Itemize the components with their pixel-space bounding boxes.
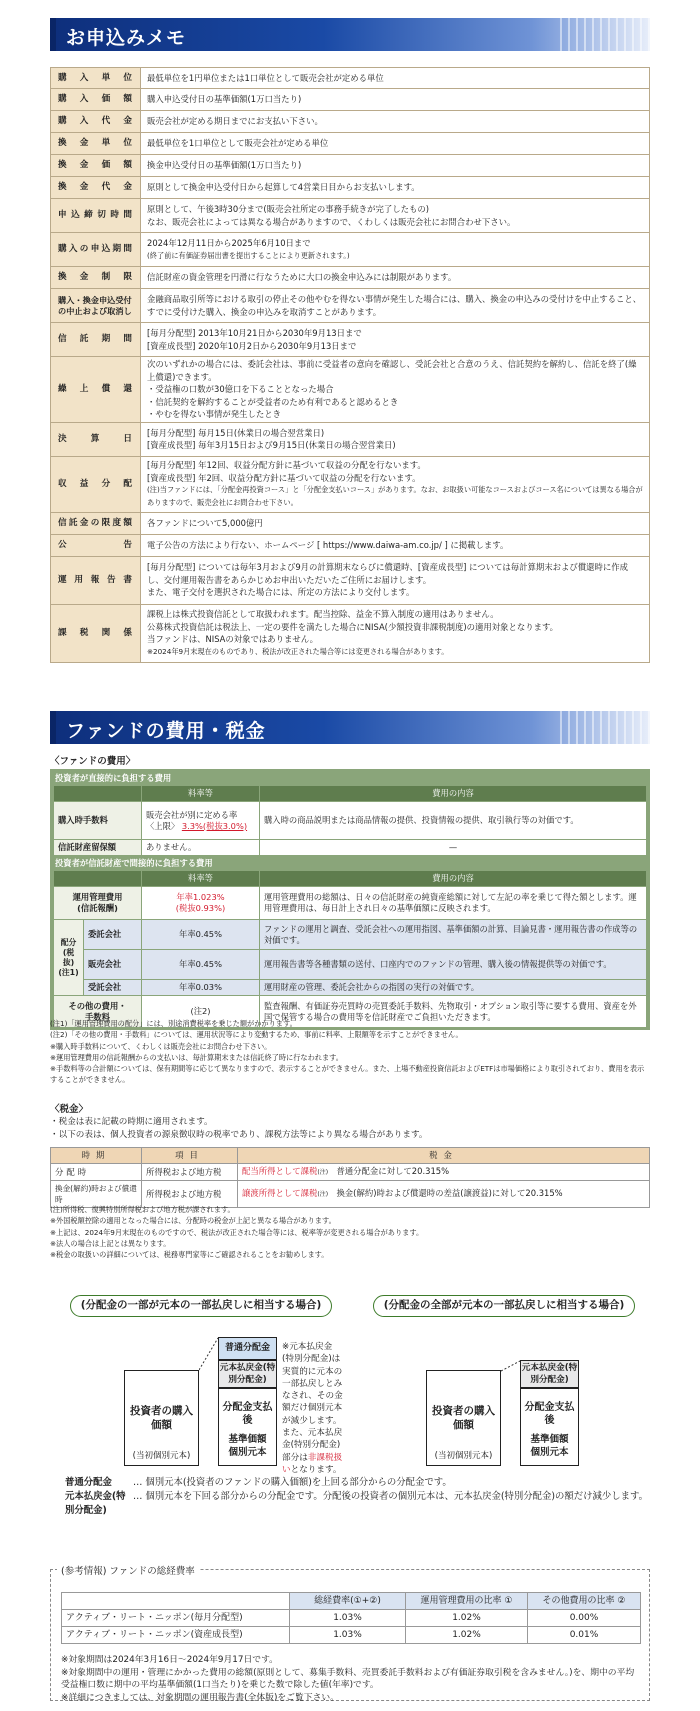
other-fee-label: その他の費用・ 手数料 — [54, 996, 142, 1028]
memo-key: 課税関係 — [51, 604, 141, 662]
direct-header: 投資者が直接的に負担する費用 — [55, 773, 172, 783]
investor-price-box-2: 投資者の購入価額 (当初個別元本) — [426, 1370, 501, 1466]
tax-notes: (注)所得税、復興特別所得税および地方税が課されます。 ※外国税額控除の適用となった場合には、分配時の税金が上記と異なる場合があります。 ※上記は、2024年9月末現在のものですので、税法が改正された場合等には、税率等が変更される場合があります。 ※法人の場合は上記とは異なります。 ※税金の取扱いの詳細については、税務専門家等にご確認されることをお勧めします。 — [50, 1205, 424, 1260]
side-note: ※元本払戻金(特別分配金)は実質的に元本の一部払戻しとみなされ、その金額だけ個別元本が減少します。また、元本払戻金(特別分配金)部分は非課税扱いとなります。 — [282, 1342, 343, 1475]
memo-value: [毎月分配型] については毎年3月および9月の計算期末ならびに償還時、[資産成長型] については毎計算期末および償還時に作成し、交付運用報告書をあらかじめお申出いただいたご住所にお届けします。 また、電子交付を選択された場合には、所定の方法により交付します。 — [141, 556, 650, 604]
memo-value: 信託財産の資金管理を円滑に行なうために大口の換金申込みには制限があります。 — [141, 267, 650, 289]
right-dashed-connector — [501, 1360, 521, 1372]
retention-label: 信託財産留保額 — [54, 840, 142, 856]
purchase-fee-desc: 購入時の商品説明または商品情報の提供、投資情報の提供、取引執行等の対価です。 — [260, 802, 647, 840]
fees-banner — [50, 711, 650, 744]
memo-value: [毎月分配型] 毎月15日(休業日の場合翌営業日) [資産成長型] 毎年3月15日および9月15日(休業日の場合翌営業日) — [141, 422, 650, 456]
memo-value: 最低単位を1円単位または1口単位として販売会社が定める単位 — [141, 68, 650, 89]
indirect-header: 投資者が信託財産で間接的に負担する費用 — [55, 858, 213, 868]
memo-value: 最低単位を1口単位として販売会社が定める単位 — [141, 133, 650, 155]
memo-key: 購入価額 — [51, 89, 141, 111]
memo-value: 2024年12月11日から2025年6月10日まで (終了前に有価証券届出書を提出することにより更新されます。) — [141, 233, 650, 267]
memo-title: お申込みメモ — [66, 27, 187, 49]
definitions: 普通分配金 … 個別元本(投資者のファンドの購入価額)を上回る部分からの分配金です。 元本払戻金(特別分配金) … 個別元本を下回る部分からの分配金です。分配後の投資者の個別元本は、元本払戻金(特別分配金)の額だけ減少します。 — [65, 1477, 649, 1516]
memo-banner — [50, 18, 650, 51]
right-diagram-title: (分配金の全部が元本の一部払戻しに相当する場合) — [373, 1295, 635, 1317]
memo-value: 購入申込受付日の基準価額(1万口当たり) — [141, 89, 650, 111]
memo-key: 繰上償還 — [51, 357, 141, 423]
ref-notes: ※対象期間は2024年3月16日～2024年9月17日です。 ※対象期間中の運用・管理にかかった費用の総額(原則として、募集手数料、売買委託手数料および有価証券取引税を含みません。)を、期中の平均受益権口数に期中の平均基準価額(1口当たり)を乗じた数で除した値(年率)です。 ※詳細につきましては、対象期間の運用報告書(全体版)をご覧下さい。 — [61, 1655, 635, 1703]
memo-key: 換金代金 — [51, 177, 141, 199]
memo-value: 各ファンドについて5,000億円 — [141, 512, 650, 534]
ref-table: 総経費率(①+②) 運用管理費用の比率 ① その他費用の比率 ② アクティブ・リート・ニッポン(毎月分配型) 1.03% 1.02% 0.00% アクティブ・リート・ニッポン(資産成長型) 1.03% 1.02% 0.01% — [61, 1592, 641, 1644]
memo-value: 金融商品取引所等における取引の停止その他やむを得ない事情が発生した場合には、購入、換金の申込みの受付けを中止すること、すでに受付けた購入、換金の申込みを取消すことがあります。 — [141, 289, 650, 323]
fee-table: 投資者が直接的に負担する費用 料率等 費用の内容 購入時手数料 販売会社が別に定める率 〈上限〉 3.3%(税抜3.0%) 購入時の商品説明または商品情報の提供、投資情報の提供、取引執行等の対価です。 信託財産留保額 ありません。 — 投資者が信託財産で間接的に負担する費用 料率等 費用の内容 運用管理費用 (信託報酬) 年率1.023% (税抜0.93%) 運用管理費用の総額は、日々の信託財産の純資産総額に対して左記の率を乗じて得た額とします。運用管理費用は、毎日計上され日々の基準価額に反映されます。 配分(税抜)(注1) 委託会社 年率0.45% ファンドの運用と調査、受託会社への運用指図、基準価額の計算、目論見書・運用報告書の作成等の対価です。 販売会社 年率0.45% 運用報告書等各種書類の送付、口座内でのファンドの管理、購入後の情報提供等の対価です。 受託会社 年率0.03% 運用財産の管理、委託会社からの指図の実行の対価です。 その他の費用・ 手数料 (注2) 監査報酬、有価証券売買時の売買委託手数料、先物取引・オプション取引等に要する費用、資産を外国で保管する場合の費用等を信託財産でご負担いただきます。 — [50, 769, 650, 1030]
memo-key: 信託期間 — [51, 323, 141, 357]
left-dashed-connector — [199, 1337, 219, 1371]
memo-value: 次のいずれかの場合には、委託会社は、事前に受益者の意向を確認し、受託会社と合意のうえ、信託契約を解約し、信託を終了(繰上償還)できます。 ・受益権の口数が30億口を下ることとなった場合 ・信託契約を解約することが受益者のため有利であると認めるとき ・やむを得ない事情が発生したとき — [141, 357, 650, 423]
tax-table: 時期 項目 税金 分配時 所得税および地方税 配当所得として課税(注) 普通分配金に対して20.315% 換金(解約)時および償還時 所得税および地方税 譲渡所得として課税(注) 換金(解約)時および償還時の差益(譲渡益)に対して20.315% — [50, 1147, 650, 1208]
investor-price-box: 投資者の購入価額 (当初個別元本) — [124, 1370, 199, 1466]
memo-value: 課税上は株式投資信託として取扱われます。配当控除、益金不算入制度の適用はありません。 公募株式投資信託は税法上、一定の要件を満たした場合にNISA(少額投資非課税制度)の適用対象となります。 当ファンドは、NISAの対象ではありません。 ※2024年9月末現在のものであり、税法が改正された場合等には変更される場合があります。 — [141, 604, 650, 662]
after-dist-box-2: 分配金支払後 基準価額 個別元本 — [520, 1388, 579, 1466]
fee-notes: (注1)「運用管理費用の配分」には、別途消費税率を乗じた額がかかります。 (注2)「その他の費用・手数料」については、運用状況等により変動するため、事前に料率、上限額等を示すことができません。 ※購入時手数料について、くわしくは販売会社にお問合わせ下さい。 ※運用管理費用の信託報酬からの支払いは、毎計算期末または信託終了時に行なわれます。 ※手数料等の合計額については、保有期間等に応じて異なりますので、表示することができません。また、上場不動産投資信託およびETFは市場価格により取引されており、費用を表示することができません。 — [50, 1019, 645, 1085]
memo-key: 信託金の限度額 — [51, 512, 141, 534]
memo-key: 換金価額 — [51, 155, 141, 177]
ref-title: (参考情報) ファンドの総経費率 — [57, 1563, 199, 1577]
memo-value: [毎月分配型] 2013年10月21日から2030年9月13日まで [資産成長型] 2020年10月2日から2030年9月13日まで — [141, 323, 650, 357]
memo-value: 販売会社が定める期日までにお支払い下さい。 — [141, 111, 650, 133]
memo-table — [50, 67, 650, 663]
memo-key: 運用報告書 — [51, 556, 141, 604]
tax-bullets: ・税金は表に記載の時期に適用されます。 ・以下の表は、個人投資者の源泉徴収時の税率であり、課税方法等により異なる場合があります。 — [50, 1117, 428, 1140]
memo-value: 原則として、午後3時30分まで(販売会社所定の事務手続きが完了したもの) なお、販売会社によっては異なる場合がありますので、くわしくは販売会社にお問合わせ下さい。 — [141, 199, 650, 233]
memo-key: 購入単位 — [51, 68, 141, 89]
principal-refund-box-2: 元本払戻金(特別分配金) — [520, 1360, 579, 1388]
purchase-fee-rate: 販売会社が別に定める率 〈上限〉 3.3%(税抜3.0%) — [142, 802, 260, 840]
mgmt-fee-label: 運用管理費用 (信託報酬) — [54, 887, 142, 920]
alloc-label: 配分(税抜)(注1) — [54, 920, 84, 996]
memo-key: 換金制限 — [51, 267, 141, 289]
memo-key: 購入代金 — [51, 111, 141, 133]
principal-refund-box: 元本払戻金(特別分配金) — [218, 1360, 277, 1388]
memo-key: 申込締切時間 — [51, 199, 141, 233]
memo-key: 換金単位 — [51, 133, 141, 155]
after-dist-box: 分配金支払後 基準価額 個別元本 — [218, 1388, 277, 1466]
memo-value: 原則として換金申込受付日から起算して4営業日目からお支払いします。 — [141, 177, 650, 199]
memo-key: 公告 — [51, 534, 141, 556]
tax-subtitle: 〈税金〉 — [50, 1104, 89, 1115]
memo-key: 収益分配 — [51, 456, 141, 512]
memo-value: 電子公告の方法により行ない、ホームページ [ https://www.daiwa-am.co.jp/ ] に掲載します。 — [141, 534, 650, 556]
purchase-fee-label: 購入時手数料 — [54, 802, 142, 840]
memo-value: [毎月分配型] 年12回、収益分配方針に基づいて収益の分配を行ないます。 [資産成長型] 年2回、収益分配方針に基づいて収益の分配を行ないます。 (注)当ファンドには、「分配金再投資コース」と「分配金支払いコース」があります。なお、お取扱い可能なコースおよびコース名については異なる場合がありますので、販売会社にお問合わせ下さい。 — [141, 456, 650, 512]
ordinary-dist-box: 普通分配金 — [218, 1337, 277, 1360]
memo-key: 購入の申込期間 — [51, 233, 141, 267]
fees-subtitle: 〈ファンドの費用〉 — [50, 756, 136, 767]
mgmt-fee-rate: 年率1.023% (税抜0.93%) — [142, 887, 260, 920]
fees-title: ファンドの費用・税金 — [66, 720, 266, 742]
memo-key: 購入・換金申込受付の中止および取消し — [51, 289, 141, 323]
memo-key: 決算日 — [51, 422, 141, 456]
left-diagram-title: (分配金の一部が元本の一部払戻しに相当する場合) — [70, 1295, 332, 1317]
memo-value: 換金申込受付日の基準価額(1万口当たり) — [141, 155, 650, 177]
ref-box — [50, 1566, 650, 1703]
